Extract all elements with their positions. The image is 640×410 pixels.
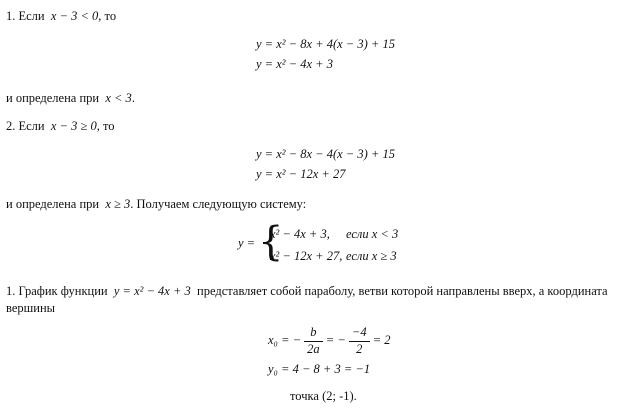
dom2-condition: x ≥ 3 bbox=[105, 197, 131, 211]
eq1-line2 bbox=[256, 58, 333, 71]
vertex-y0: y₀ = 4 − 8 + 3 = −1 bbox=[268, 362, 371, 376]
eq2-line2 bbox=[256, 168, 345, 181]
system-y: y = bbox=[238, 236, 256, 250]
vertex-eq: = − bbox=[325, 333, 346, 348]
item1-condition: x − 3 < 0 bbox=[50, 9, 99, 23]
dom2-tail: . Получаем следующую систему: bbox=[130, 197, 307, 211]
item2-head: 2. Если bbox=[6, 119, 45, 133]
vertex-point: точка (2; -1). bbox=[290, 389, 357, 403]
vertex-y0-line bbox=[268, 363, 370, 376]
fraction-numerator-minus4: −4 bbox=[349, 326, 370, 342]
dom1-line bbox=[6, 92, 135, 105]
dom1-tail: . bbox=[131, 91, 135, 105]
item1-line bbox=[6, 10, 116, 23]
dom2-text: и определена при bbox=[6, 197, 100, 211]
fraction-b-over-2a bbox=[304, 326, 323, 357]
vertex-x0-label: x₀ = − bbox=[268, 333, 302, 348]
graph-head: 1. График функции bbox=[6, 284, 108, 298]
graph-function: y = x² − 4x + 3 bbox=[113, 284, 191, 298]
eq2-text2: y = x² − 12x + 27 bbox=[256, 167, 346, 181]
fraction-minus4-over-2 bbox=[349, 326, 370, 357]
eq2-text1: y = x² − 8x − 4(x − 3) + 15 bbox=[256, 147, 395, 161]
graph-tail: представляет собой параболу, ветви которой направлены вверх, а координата bbox=[197, 284, 608, 298]
dom2-line bbox=[6, 198, 306, 211]
system-case1: x² − 4x + 3, bbox=[270, 227, 330, 241]
eq1-text2: y = x² − 4x + 3 bbox=[256, 57, 333, 71]
dom1-text: и определена при bbox=[6, 91, 100, 105]
item2-line bbox=[6, 120, 115, 133]
system-brace: { bbox=[258, 219, 284, 265]
system-cond1: если x < 3 bbox=[346, 227, 399, 241]
item1-tail: , то bbox=[98, 9, 117, 23]
item1-head: 1. Если bbox=[6, 9, 45, 23]
system-case2: x² − 12x + 27, bbox=[270, 249, 343, 263]
vertex-x0-line bbox=[268, 326, 391, 357]
system-cond2: если x ≥ 3 bbox=[346, 249, 397, 263]
fraction-numerator-b: b bbox=[304, 326, 323, 342]
graph-vertex-word: вершины bbox=[6, 301, 56, 315]
fraction-denominator-2: 2 bbox=[356, 341, 363, 356]
eq1-text1: y = x² − 8x + 4(x − 3) + 15 bbox=[256, 37, 395, 51]
fraction-denominator-2a: 2a bbox=[307, 341, 320, 356]
vertex-result: = 2 bbox=[372, 333, 391, 348]
eq2-line1 bbox=[256, 148, 395, 161]
item2-condition: x − 3 ≥ 0 bbox=[50, 119, 97, 133]
graph-line2 bbox=[6, 302, 55, 315]
item2-tail: , то bbox=[96, 119, 115, 133]
dom1-condition: x < 3 bbox=[105, 91, 132, 105]
graph-line1 bbox=[6, 285, 608, 298]
eq1-line1 bbox=[256, 38, 395, 51]
